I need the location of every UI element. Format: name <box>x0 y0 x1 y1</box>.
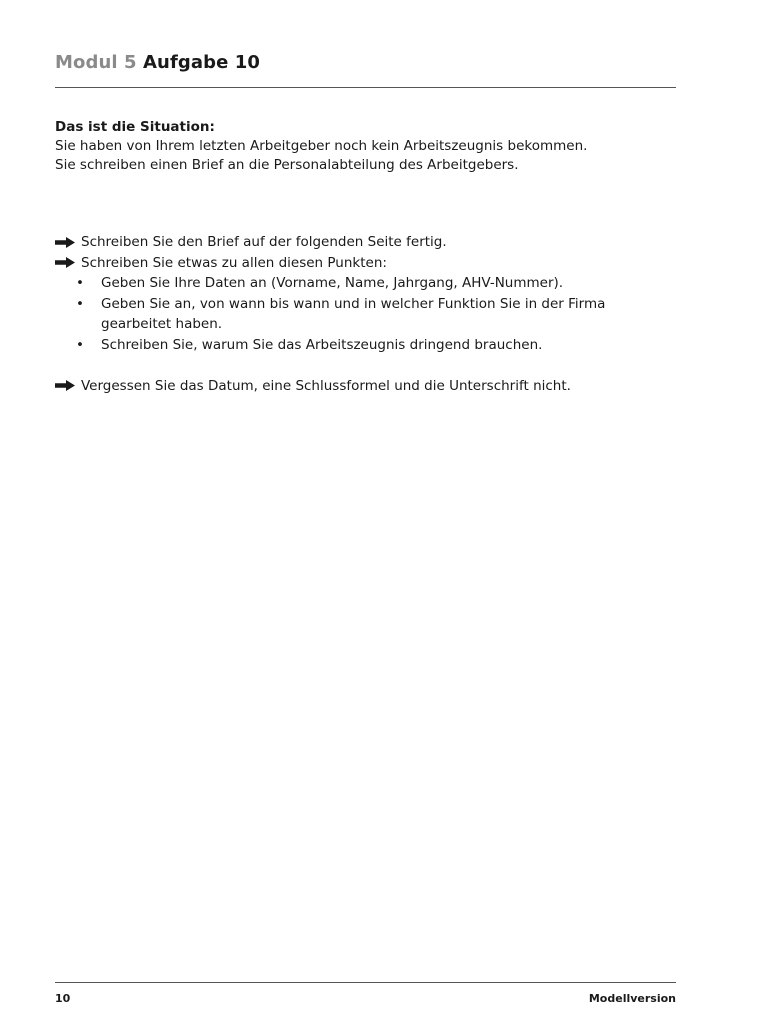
instruction-item <box>55 376 676 397</box>
page-footer <box>55 982 676 1006</box>
bullet-text: Schreiben Sie, warum Sie das Arbeitszeugnis dringend brauchen. <box>101 336 543 353</box>
list-item <box>55 294 676 335</box>
instruction-item <box>55 232 676 253</box>
module-label: Modul 5 <box>55 52 137 73</box>
task-label: Aufgabe 10 <box>143 52 261 73</box>
situation-heading: Das ist die Situation: <box>55 119 215 135</box>
bullet-text: Geben Sie Ihre Daten an (Vorname, Name, Jahrgang, AHV-Nummer). <box>101 275 564 291</box>
instruction-text: Schreiben Sie den Brief auf der folgenden Seite fertig. <box>81 234 447 250</box>
instruction-text: Schreiben Sie etwas zu allen diesen Punkten: <box>81 254 387 271</box>
page-title <box>55 50 676 76</box>
instruction-text: Vergessen Sie das Datum, eine Schlussformel und die Unterschrift nicht. <box>81 377 571 394</box>
instructions-section <box>55 232 676 396</box>
bullet-text: Geben Sie an, von wann bis wann und in welcher Funktion Sie in der Firma gearbeitet haben. <box>101 295 606 332</box>
instruction-item <box>55 253 676 274</box>
spacer <box>55 355 676 376</box>
situation-line: Sie haben von Ihrem letzten Arbeitgeber noch kein Arbeitszeugnis bekommen. <box>55 138 588 154</box>
right-arrow-icon <box>55 232 81 253</box>
bullet-icon: • <box>76 295 84 312</box>
bullet-icon: • <box>76 275 84 291</box>
version-label: Modellversion <box>588 992 676 1005</box>
situation-section <box>55 118 676 175</box>
bullet-icon: • <box>76 336 84 353</box>
list-item <box>55 335 676 356</box>
right-arrow-icon <box>55 376 81 397</box>
page-header <box>55 50 676 88</box>
right-arrow-icon <box>55 253 81 274</box>
bullet-list <box>55 273 676 355</box>
page-number: 10 <box>55 992 71 1005</box>
list-item <box>55 273 676 294</box>
situation-line: Sie schreiben einen Brief an die Personalabteilung des Arbeitgebers. <box>55 157 519 173</box>
